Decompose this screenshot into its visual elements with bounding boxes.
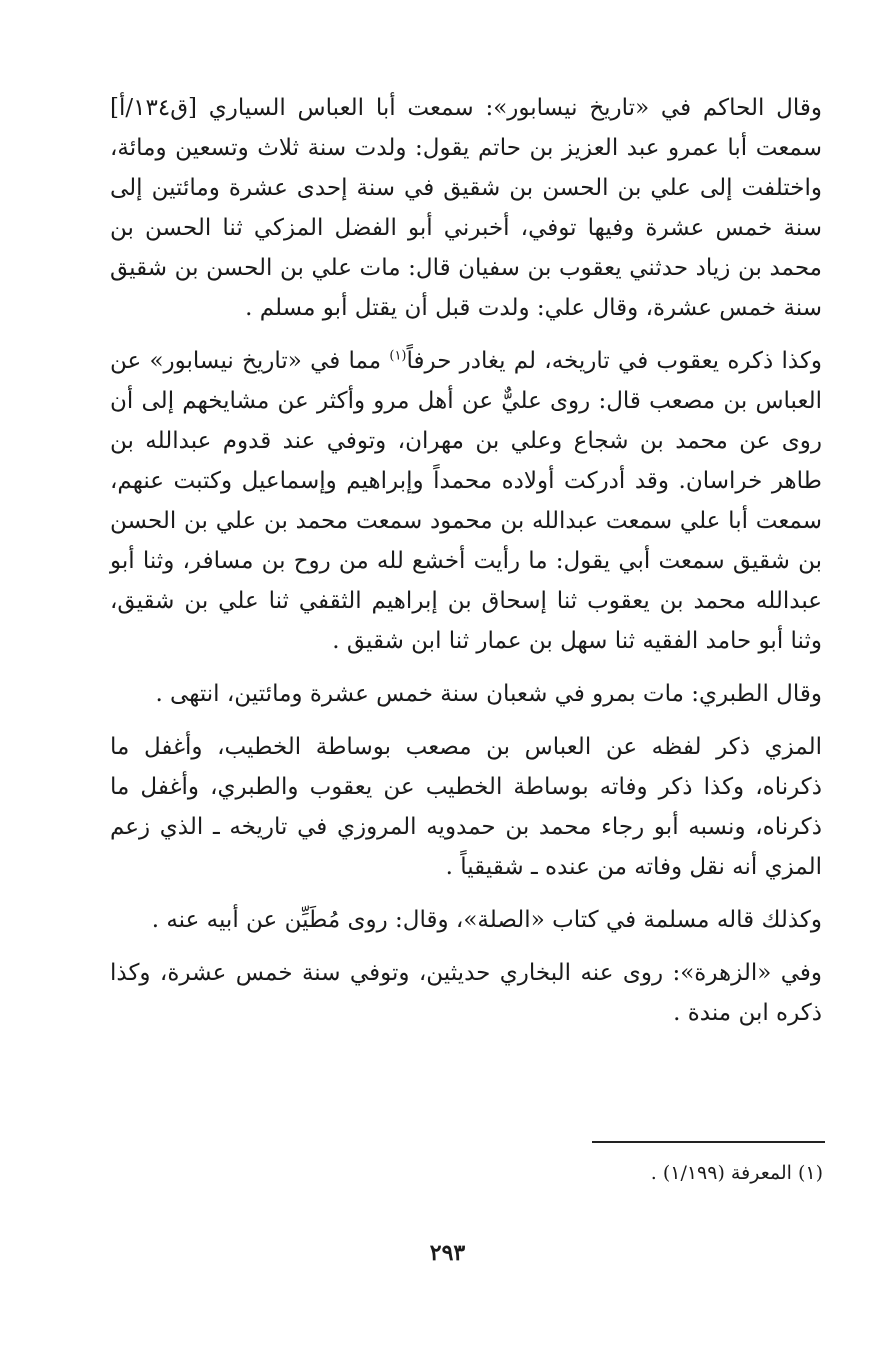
paragraph-tabari: وقال الطبري: مات بمرو في شعبان سنة خمس عشرة ومائتين، انتهى . (155, 681, 822, 707)
paragraph-yaqub-rest: مما في «تاريخ نيسابور» عن العباس بن مصعب قال: روى عليٌّ عن أهل مرو وأكثر عن مشايخهم إلى أن روى عن محمد بن شجاع وعلي بن مهران، وتوفي عند قدوم عبدالله بن طاهر خراسان. وقد أدركت أولاده محمداً وإبراهيم وإسماعيل وكتبت عنهم، سمعت أبا علي سمعت عبدالله بن محمود سمعت محمد بن علي بن الحسن بن شقيق سمعت أبي يقول: ما رأيت أخشع لله من روح بن مسافر، وثنا أبو عبدالله محمد بن يعقوب ثنا إسحاق بن إبراهيم الثقفي ثنا علي بن شقيق، وثنا أبو حامد الفقيه ثنا سهل بن عمار ثنا ابن شقيق . (110, 348, 822, 654)
page-number: ٢٩٣ (429, 1240, 466, 1266)
paragraph-maslama: وكذلك قاله مسلمة في كتاب «الصلة»، وقال: روى مُطَيِّن عن أبيه عنه . (151, 907, 822, 933)
footnote-marker: (١) (389, 348, 407, 364)
paragraph-yaqub-start: وكذا ذكره يعقوب في تاريخه، لم يغادر حرفاً (406, 348, 823, 374)
paragraph-mizzi: المزي ذكر لفظه عن العباس بن مصعب بوساطة الخطيب، وأغفل ما ذكرناه، وكذا ذكر وفاته بوساطة الخطيب عن يعقوب والطبري، وأغفل ما ذكرناه، ونسبه أبو رجاء محمد بن حمدويه المروزي في تاريخه ـ الذي زعم المزي أنه نقل وفاته من عنده ـ شقيقياً . (110, 734, 822, 880)
paragraph-hakim: وقال الحاكم في «تاريخ نيسابور»: سمعت أبا العباس السياري [ق١٣٤/أ] سمعت أبا عمرو عبد العزيز بن حاتم يقول: ولدت سنة ثلاث وتسعين ومائة، واختلفت إلى علي بن الحسن بن شقيق في سنة إحدى عشرة ومائتين إلى سنة خمس عشرة وفيها توفي، أخبرني أبو الفضل المزكي ثنا الحسن بن محمد بن زياد حدثني يعقوب بن سفيان قال: مات علي بن الحسن بن شقيق سنة خمس عشرة، وقال علي: ولدت قبل أن يقتل أبو مسلم . (110, 95, 822, 321)
paragraph-zahra: وفي «الزهرة»: روى عنه البخاري حديثين، وتوفي سنة خمس عشرة، وكذا ذكره ابن مندة . (110, 960, 822, 1026)
footnote-divider (592, 1141, 825, 1143)
footnote: (١) المعرفة (١/١٩٩) . (650, 1162, 823, 1184)
main-text (110, 88, 822, 1033)
paragraph-yaqub (110, 341, 822, 661)
